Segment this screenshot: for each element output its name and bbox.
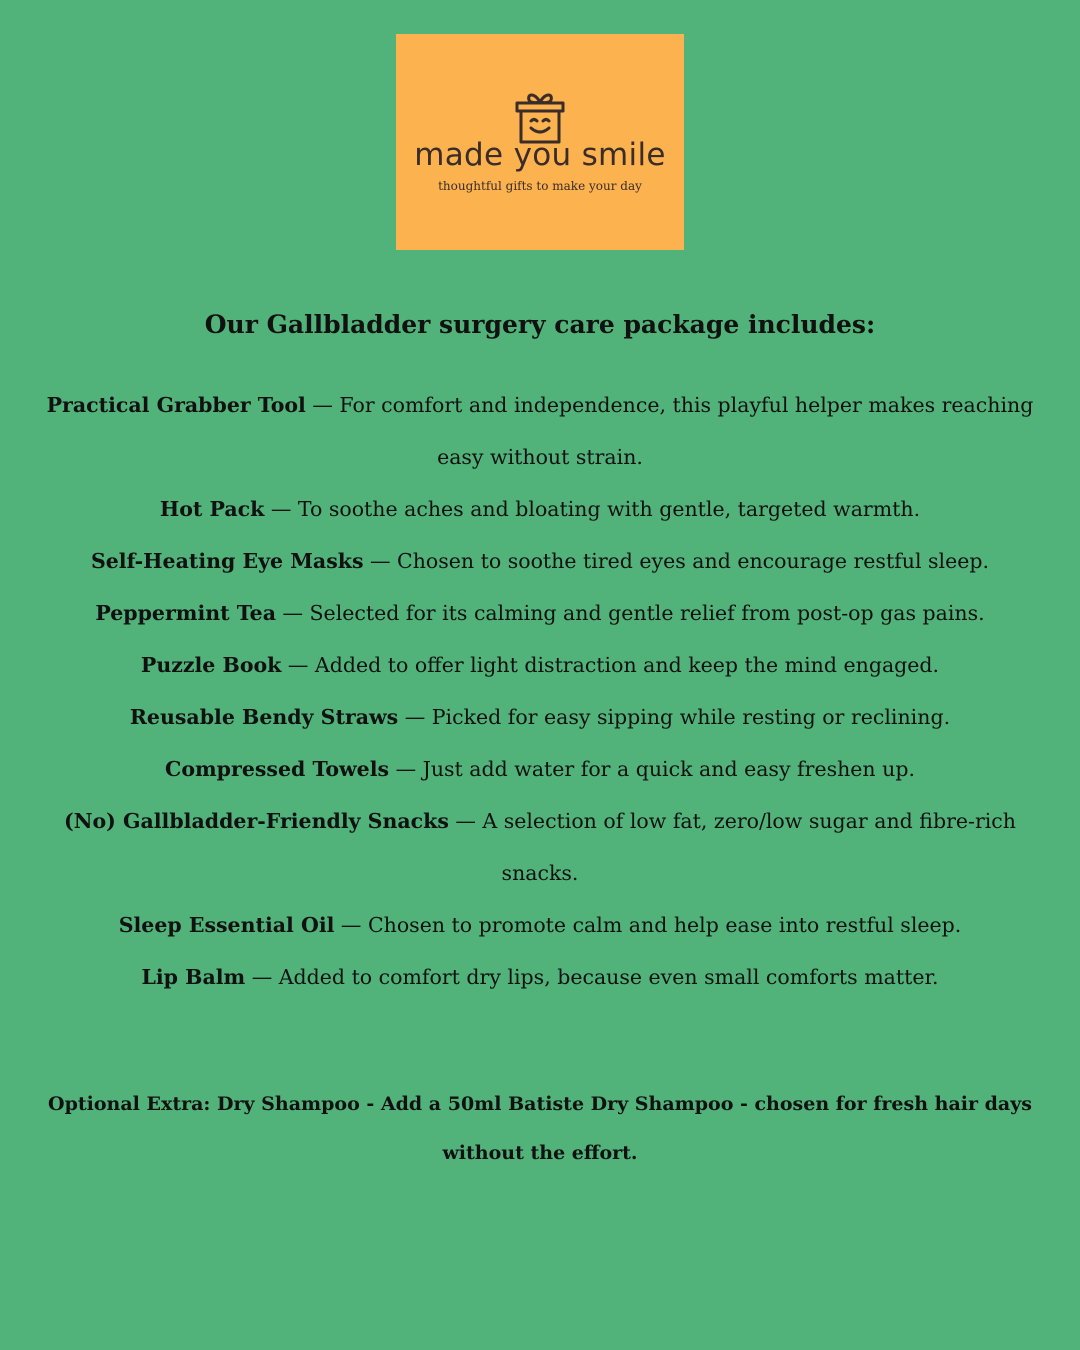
list-item xyxy=(40,483,1040,535)
page-title: Our Gallbladder surgery care package includes: xyxy=(204,310,876,339)
item-description: — Just add water for a quick and easy freshen up. xyxy=(389,757,915,781)
item-name: (No) Gallbladder-Friendly Snacks xyxy=(64,809,449,833)
item-name: Lip Balm xyxy=(141,965,246,989)
item-description: — Added to offer light distraction and keep the mind engaged. xyxy=(281,653,940,677)
item-description: — A selection of low fat, zero/low sugar and fibre-rich snacks. xyxy=(448,809,1016,885)
item-description: — Chosen to promote calm and help ease into restful sleep. xyxy=(334,913,962,937)
item-name: Reusable Bendy Straws xyxy=(129,705,399,729)
item-description: — Picked for easy sipping while resting or reclining. xyxy=(398,705,951,729)
item-name: Puzzle Book xyxy=(140,653,282,677)
brand-name: made you smile xyxy=(414,137,666,173)
item-name: Compressed Towels xyxy=(165,757,390,781)
item-name: Sleep Essential Oil xyxy=(118,913,335,937)
list-item xyxy=(40,379,1040,483)
brand-tagline: thoughtful gifts to make your day xyxy=(438,179,642,193)
item-name: Self-Heating Eye Masks xyxy=(90,549,364,573)
item-description: — Selected for its calming and gentle relief from post-op gas pains. xyxy=(275,601,985,625)
item-description: — To soothe aches and bloating with gentle, targeted warmth. xyxy=(264,497,921,521)
brand-logo xyxy=(396,34,684,250)
optional-extra: Optional Extra: Dry Shampoo - Add a 50ml Batiste Dry Shampoo - chosen for fresh hair days without the effort. xyxy=(48,1093,1032,1164)
list-item xyxy=(40,535,1040,587)
list-item xyxy=(40,587,1040,639)
item-description: — Added to comfort dry lips, because even small comforts matter. xyxy=(245,965,939,989)
list-item xyxy=(40,795,1040,899)
item-description: — Chosen to soothe tired eyes and encourage restful sleep. xyxy=(363,549,990,573)
item-description: — For comfort and independence, this playful helper makes reaching easy without strain. xyxy=(305,393,1034,469)
package-item-list xyxy=(40,379,1040,1003)
list-item xyxy=(40,639,1040,691)
list-item xyxy=(40,951,1040,1003)
item-name: Peppermint Tea xyxy=(95,601,276,625)
list-item xyxy=(40,899,1040,951)
list-item xyxy=(40,691,1040,743)
item-name: Practical Grabber Tool xyxy=(46,393,306,417)
list-item xyxy=(40,743,1040,795)
item-name: Hot Pack xyxy=(159,497,265,521)
